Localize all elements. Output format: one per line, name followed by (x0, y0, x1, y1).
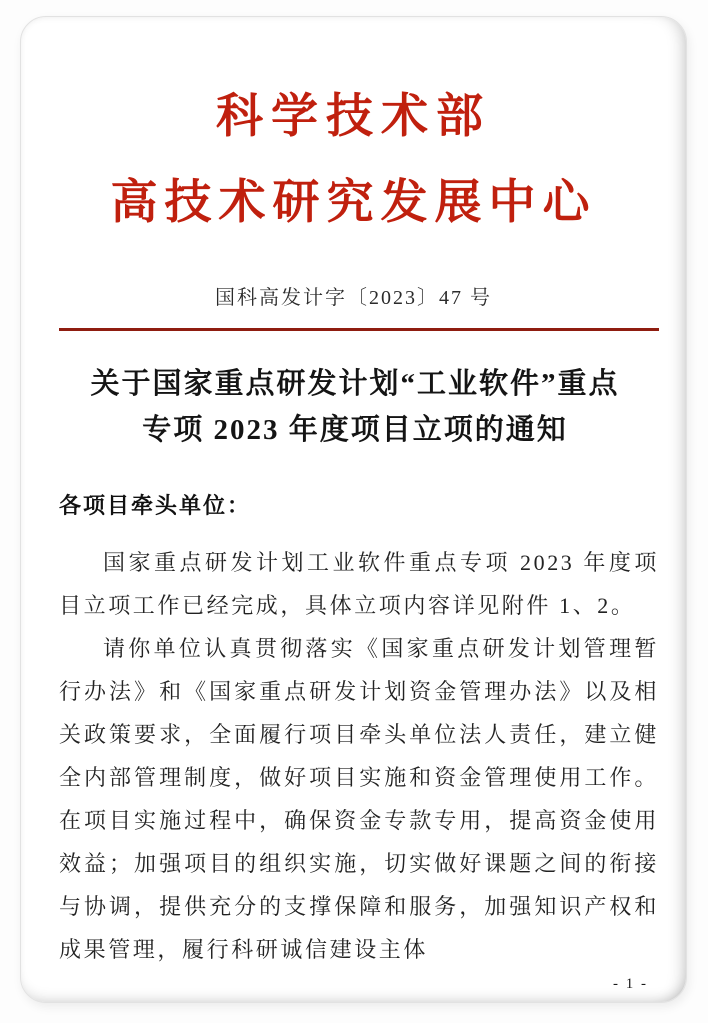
notice-title (55, 361, 655, 453)
issuing-department-name: 高技术研究发展中心 (110, 177, 597, 229)
notice-title-line-2: 专项 2023 年度项目立项的通知 (142, 414, 568, 446)
issuing-agency-name: 科学技术部 (216, 91, 491, 143)
document-reference-number: 国科高发计字〔2023〕47 号 (215, 287, 492, 309)
salutation: 各项目牵头单位： (59, 493, 252, 518)
body-paragraph-2: 请你单位认真贯彻落实《国家重点研发计划管理暂行办法》和《国家重点研发计划资金管理办法》以及相关政策要求，全面履行项目牵头单位法人责任，建立健全内部管理制度，做好项目实施和资金管理使用工作。在项目实施过程中，确保资金专款专用，提高资金使用效益；加强项目的组织实施，切实做好课题之间的衔接与协调，提供充分的支撑保障和服务，加强知识产权和成果管理，履行科研诚信建设主体 (59, 636, 659, 962)
page-number: - 1 - (613, 976, 648, 992)
notice-title-line-1: 关于国家重点研发计划“工业软件”重点 (90, 368, 620, 400)
letterhead-separator-line (59, 328, 659, 331)
body-paragraph-1: 国家重点研发计划工业软件重点专项 2023 年度项目立项工作已经完成，具体立项内容详见附件 1、2。 (59, 550, 659, 618)
document-body (59, 489, 659, 971)
document-page (20, 16, 687, 1003)
